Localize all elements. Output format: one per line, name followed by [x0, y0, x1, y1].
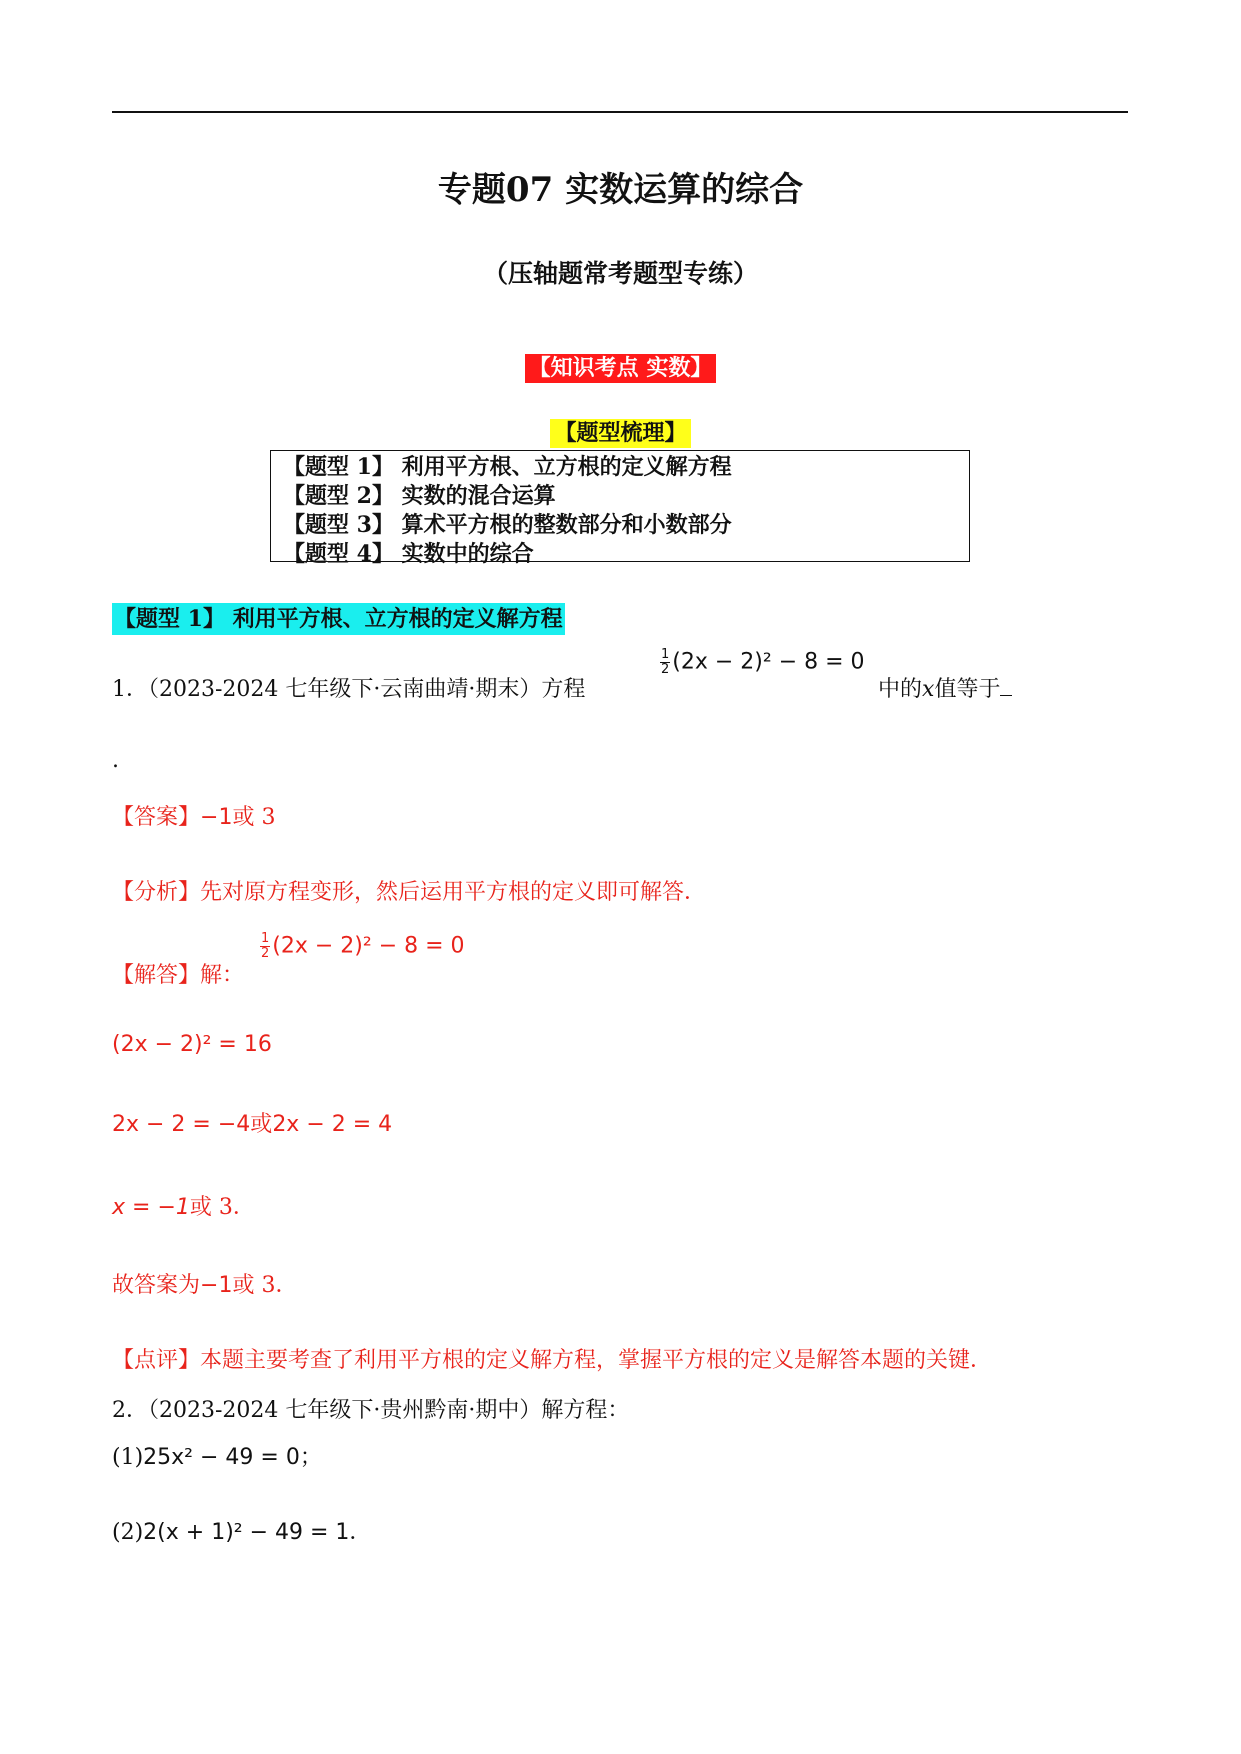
analysis-tag: 【分析】	[112, 880, 201, 905]
question-2-part-1: (1)25x² − 49 = 0；	[112, 1445, 322, 1470]
outline-tag-row	[0, 419, 1241, 448]
question-2-part-2: (2)2(x + 1)² − 49 = 1．	[112, 1520, 372, 1545]
page-title: 专题07 实数运算的综合	[437, 170, 804, 210]
solution-step-2: 2x − 2 = −4或2x − 2 = 4	[112, 1112, 393, 1137]
header-rule	[112, 111, 1128, 113]
solution-equation-1: $\frac{1}{2}$ (2x − 2)² − 8 = 0	[261, 931, 465, 961]
solution-step-1: (2x − 2)² = 16	[112, 1032, 272, 1057]
comment-tag: 【点评】	[112, 1348, 201, 1373]
outline-item: 【题型 4】 实数中的综合	[283, 541, 534, 567]
comment-line: 【点评】本题主要考查了利用平方根的定义解方程，掌握平方根的定义是解答本题的关键．	[112, 1348, 993, 1373]
solution-lead: 【解答】解：	[112, 963, 245, 988]
analysis-line: 【分析】先对原方程变形，然后运用平方根的定义即可解答．	[112, 880, 707, 905]
solution-tag: 【解答】	[112, 963, 201, 988]
page-subtitle: （压轴题常考题型专练）	[482, 259, 758, 288]
answer-tag: 【答案】	[112, 805, 201, 830]
fraction-half: $\frac{1}{2}$	[261, 931, 270, 961]
solution-conclusion: 故答案为−1或 3．	[112, 1273, 298, 1298]
answer-line: 【答案】−1或 3	[112, 805, 276, 830]
question-1-tail: 中的x值等于	[878, 672, 1012, 703]
question-2-label: 2．（2023-2024 七年级下·贵州黔南·期中）解方程：	[112, 1398, 630, 1423]
outline-tag: 【题型梳理】	[550, 419, 690, 448]
question-1-dot: .	[112, 748, 119, 773]
question-1-label: 1．（2023-2024 七年级下·云南曲靖·期末）方程	[112, 677, 586, 702]
outline-item: 【题型 2】 实数的混合运算	[283, 483, 556, 509]
knowledge-tag: 【知识考点 实数】	[525, 354, 717, 383]
fraction-half: $\frac{1}{2}$	[661, 647, 670, 677]
knowledge-tag-row	[0, 354, 1241, 383]
solution-step-3: x = −1或 3．	[112, 1195, 255, 1220]
question-1-equation: $\frac{1}{2}$ (2x − 2)² − 8 = 0	[661, 647, 865, 677]
outline-item: 【题型 1】 利用平方根、立方根的定义解方程	[283, 454, 732, 480]
answer-blank[interactable]	[1000, 677, 1012, 696]
outline-box	[270, 450, 970, 567]
outline-item: 【题型 3】 算术平方根的整数部分和小数部分	[283, 512, 732, 538]
section-1-heading: 【题型 1】 利用平方根、立方根的定义解方程	[112, 603, 565, 635]
